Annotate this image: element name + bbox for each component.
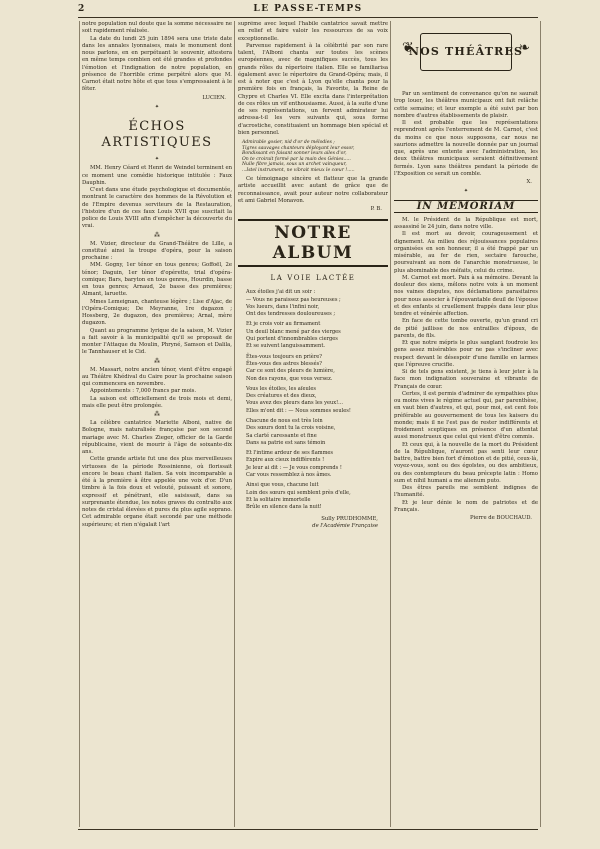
paragraph: C'est dans une étude psychologique et documentée, montrant le caractère des hommes de la Révolution et de l'Empire devenus serviteurs de la Restauration, l'histoire d'un de ces faux Louis XVII que suscitait la police de Louis XVIII afin d'empêcher la découverte du vrai.: [82, 187, 232, 230]
paragraph: M. Carnot est mort. Paix à sa mémoire. Devant la douleur des siens, mêlons notre voix à un moment nos vaines disputes, nos déclamations parasitaires pour nous associer à l'épouvantable deuil de l'épouse et des enfants si cruellement frappés dans leur plus tendre et vénérée affection.: [394, 274, 538, 317]
right-border-rule: [540, 21, 541, 827]
signature: X.: [526, 179, 532, 185]
verse-line: Ont des tendresses douloureuses ;: [246, 311, 336, 318]
verse-line: Ainsi que vous, chacune luit: [246, 482, 319, 489]
asterism: ⁂: [154, 357, 160, 365]
poem-author-note: de l'Académie Française: [312, 522, 378, 529]
verse-line: Car vous ressemblez à nos âmes.: [246, 472, 332, 479]
verse-line: Vous avez des pleurs dans les yeux!...: [246, 400, 344, 407]
paragraph: Si de tels gens existent, je tiens à leur jeter à la face mon indignation souveraine et vibrante de Français de cœur.: [394, 369, 538, 390]
paragraph: Par un sentiment de convenance qu'on ne saurait trop louer, les théâtres municipaux ont fait relâche cette semaine; et leur exemple a été suivi par bon nombre d'autres établissements de plaisir.: [394, 91, 538, 119]
paragraph: Mmes Lemeignan, chanteuse légère ; Lise d'Ajac, de l'Opéra-Comique; De Meyranne, 1re dugazon ; Hossberg, 2e dugazon, des premières; Arnal, mère dugazon.: [82, 298, 232, 327]
signature: Pierre de BOUCHAUD.: [470, 515, 532, 521]
verse-line: Vous les étoiles, les aïeules: [246, 385, 317, 392]
verse-line: Des créatures et des dieux,: [246, 393, 317, 400]
verse-line: Êtes-vous toujours en prière?: [246, 353, 322, 360]
verse-line: Aux étoiles j'ai dit un soir :: [246, 289, 316, 296]
acrostic-line: Nulle fibre jamais, sous un archet vainqueur,: [242, 162, 347, 167]
album-title: NOTRE ALBUM: [238, 219, 388, 267]
verse-line: Elles m'ont dit : — Nous sommes seules!: [246, 407, 351, 414]
column-2: [238, 21, 388, 829]
paragraph: La célèbre cantatrice Mariette Alboni, native de Bologne, mais naturalisée française par son second mariage avec M. Charles Zieger, officier de la Garde républicaine, vient de mourir à l'âge de soixante-dix ans.: [82, 420, 232, 455]
stanza: [246, 321, 388, 350]
verse-line: Dans sa patrie est sans témoin: [246, 439, 326, 446]
paragraph: M. Massart, notre ancien ténor, vient d'être engagé au Théâtre Khédival du Caire pour la prochaine saison qui commencera en novembre.: [82, 366, 232, 387]
verse-line: Et se suivent languissamment.: [246, 343, 325, 350]
verse-line: Brûle en silence dans la nuit!: [246, 504, 322, 511]
paragraph: Ce témoignage sincère et flatteur que la grande artiste accueillit avec autant de grâce que de reconnaissance, avait pour auteur notre collaborateur et ami Gabriel Monavon.: [238, 176, 388, 204]
paragraph: Et ceux qui, à la nouvelle de la mort du Président de la République, n'auront pas senti leur cœur battre, battre bien fort d'émotion et de pitié, ceux-là, voyez-vous, sont ou des égoïstes, ou des ambitieux, ou des contempteurs du beau précepte latin : Homo sum et nihil humani a me alienum puto.: [394, 441, 538, 484]
verse-line: Sa clarté caressante et fine: [246, 432, 317, 439]
divider-ornament: ✦: [154, 103, 160, 110]
paragraph: notre population nul doute que la somme nécessaire ne soit rapidement réalisée.: [82, 21, 232, 35]
asterism: ⁂: [154, 411, 160, 418]
paragraph: MM. Gogny, 1er ténor en tous genres; Goffoël, 2e ténor; Daguin, 1er ténor d'opérette, trial d'opéra-comique; Bars, baryton en tous genres, Hourdin, basse en tous genres; Arnaud, 2e basse des premières; Almant, laruette.: [82, 262, 232, 298]
acrostic-line: Tigres sauvages chanteurs déployant leur essor,: [242, 145, 355, 151]
section-title: ÉCHOS ARTISTIQUES: [101, 119, 213, 150]
acrostic-line: Admirable gosier, nid d'or de mélodies ;: [242, 140, 335, 145]
verse-line: Loin des sœurs qui semblent près d'elle,: [246, 489, 351, 496]
paragraph: En face de cette tombe ouverte, qu'un grand cri de pitié jaillisse de nos entrailles d'époux, de parents, de fils.: [394, 318, 538, 339]
asterism: ⁂: [154, 231, 160, 239]
paragraph: Et que notre mépris le plus sanglant foudroie les gens assez misérables pour ne pas s'incliner avec respect devant le désespoir d'une famille en larmes que l'épreuve crucifie.: [394, 340, 538, 368]
verse-line: Non des rayons, que vous versez.: [246, 375, 333, 382]
stanza: [246, 450, 388, 479]
stanza: [246, 354, 388, 383]
flourish-ornament-icon: ❦: [402, 40, 414, 56]
left-border-rule: [79, 21, 80, 827]
footer-rule: [78, 829, 538, 830]
verse-line: Vos lueurs, dans l'infini noir,: [246, 303, 320, 310]
stanza: [246, 482, 388, 511]
verse-line: Et l'intime ardeur de ses flammes: [246, 450, 334, 457]
verse-line: Qui portent d'innombrables cierges: [246, 336, 338, 343]
page-number: 2: [78, 4, 85, 14]
masthead-title: LE PASSE-TEMPS: [253, 4, 363, 14]
stanza: [246, 289, 388, 318]
memoriam-title: IN MEMORIAM: [394, 200, 538, 213]
paragraph: suprême avec lequel l'habile cantatrice savait mettre en relief et faire valoir les ressources de sa voix exceptionnelle.: [238, 21, 388, 42]
divider-ornament: ✦: [463, 188, 469, 195]
verse-line: Et je crois voir au firmament: [246, 321, 321, 328]
paragraph: Parvenue rapidement à la célébrité par son rare talent, l'Alboni chanta sur toutes les scènes européennes, avec de magnifiques succès, tous les grands rôles du répertoire italien. Elle se familiarisa également avec le répertoire du Grand-Opéra; mais, il est à noter que c'est à Lyon qu'elle chanta pour la première fois en français, la Favorite, la Reine de Chypre et Charles VI. Elle excita dans l'interprétation de ces rôles un vif enthousiasme. Aussi, à la suite d'une de ses représentations, un fervent admirateur lui adressa-t-il les vers suivants qui, sous forme d'acrostiche, constituaient un hommage bien spécial et bien personnel.: [238, 42, 388, 136]
signature: P. B.: [370, 206, 382, 212]
divider-ornament: ✦: [154, 156, 160, 162]
verse-line: Des sœurs dont tu la crois voisine,: [246, 425, 336, 432]
banner-title: NOS THÉÂTRES: [408, 45, 524, 59]
poem-title: LA VOIE LACTÉE: [270, 274, 356, 283]
paragraph: Il est mort au devoir, courageusement et dignement. Au milieu des réjouissances populaires organisées en son honneur, il a été frappé par un misérable, au fer de rien, sectaire farouche, poursuivant au nom de l'anarchie monstrueuse, le plus abominable des méfaits, celui du crime.: [394, 231, 538, 274]
section-banner: [398, 25, 534, 85]
column-1: [82, 21, 232, 829]
verse-line: Et la solitaire immortelle: [246, 496, 311, 503]
verse-line: Un deuil blanc mené par des vierges: [246, 328, 341, 335]
paragraph: M. le Président de la République est mort, assassiné le 24 juin, dans notre ville.: [394, 216, 538, 230]
paragraph: Et je leur dénie le nom de patriotes et de Français.: [394, 499, 538, 513]
acrostic-line: ...Istel instrument, ne vibrait mieux le cœur !.....: [242, 167, 355, 173]
poem-author: Sully PRUDHOMME,: [321, 515, 378, 522]
verse-line: Je leur ai dit : — Je vous comprends !: [246, 464, 342, 471]
column-divider: [390, 21, 391, 827]
stanza: [246, 386, 388, 415]
verse-line: — Vous ne paraissez pas heureuses ;: [246, 296, 341, 303]
paragraph: Appointements : 7,000 francs par mois.: [90, 388, 197, 395]
paragraph: M. Vizier, directeur du Grand-Théâtre de Lille, a constitué ainsi la troupe d'opéra, pour la saison prochaine :: [82, 240, 232, 261]
verse-line: Êtes-vous des astres blessés?: [246, 360, 322, 367]
stanza: [246, 418, 388, 447]
paragraph: Quant au programme lyrique de la saison, M. Vizier a fait savoir à la municipalité qu'il se proposait de monter l'Attaque du Moulin, Phryné, Samson et Dalila, le Tannhauser et le Cid.: [82, 327, 232, 356]
header-rule: [78, 17, 538, 18]
acrostic-verse: [238, 140, 388, 173]
paragraph: Il est probable que les représentations reprendront après l'enterrement de M. Carnot, c'est du moins ce que nous supposons, car nous ne saurions admettre la nouvelle donnée par un journal que, après une entente avec l'administration, les deux théâtres municipaux seraient définitivement fermés. Lyon sans théâtres pendant la période de l'Exposition ce serait un comble.: [394, 120, 538, 177]
paragraph: Des êtres pareils me semblent indignes de l'humanité.: [394, 485, 538, 499]
paragraph: La date du lundi 25 juin 1894 sera une triste date dans les annales lyonnaises, mais le monument dont nous parlons, en en perpétuant le souvenir, attestera en même temps combien ont été grandes et profondes l'émotion et l'indignation de notre population, en présence de l'horrible crime perpétré alors que M. Carnot était notre hôte et que tous s'empressaient à le fêter.: [82, 35, 232, 93]
column-3: [394, 21, 538, 829]
paragraph: Certes, il est permis d'admirer de sympathies plus ou moins vives le régime actuel qui, par parenthèse, en vaut bien d'autres, et qui, pour moi, est cent fois préférable au gouvernement de tous les kaisers du monde; mais il ne l'est pas de rester indifférents et froidement sceptiques en présence d'un attentat aussi monstrueux que celui qui vient d'être commis.: [394, 390, 538, 441]
column-divider: [234, 21, 235, 827]
signature: LUCIEN.: [202, 94, 226, 101]
paragraph: La saison est officiellement de trois mois et demi, mais elle peut être prolongée.: [82, 395, 232, 409]
verse-line: Chacune de nous est très loin: [246, 418, 323, 424]
flourish-ornament-icon: ❧: [518, 40, 530, 56]
acrostic-line: Bondissant en faisant sonner leurs ailes d'or,: [242, 151, 347, 156]
acrostic-line: On te croirait formé par la main des Génies.....: [242, 156, 351, 162]
paragraph: Cette grande artiste fut une des plus merveilleuses virtuoses de la période Rossinienne, où florissait encore le beau chant italien. Sa voix incomparable a été à la première à être appelée une voix d'or. D'un timbre à la fois doux et velouté, puissant et sonore, expressif et pénétrant, elle saisissait, dans sa surprenante étendue, les notes graves du contralto aux notes de cristal élevées et pures du plus agile soprano. Cet admirable organe était secondé par une méthode supérieure; et rien n'égalait l'art: [82, 456, 232, 528]
poem-signature: [238, 516, 388, 531]
paragraph: MM. Henry Céard et Henri de Weindel terminent en ce moment une comédie historique intitulée : Faux Dauphin.: [82, 165, 232, 186]
verse-line: Car ce sont des pleurs de lumière,: [246, 368, 335, 375]
poem: [238, 289, 388, 511]
verse-line: Expire aux cieux indifférents !: [246, 457, 325, 464]
